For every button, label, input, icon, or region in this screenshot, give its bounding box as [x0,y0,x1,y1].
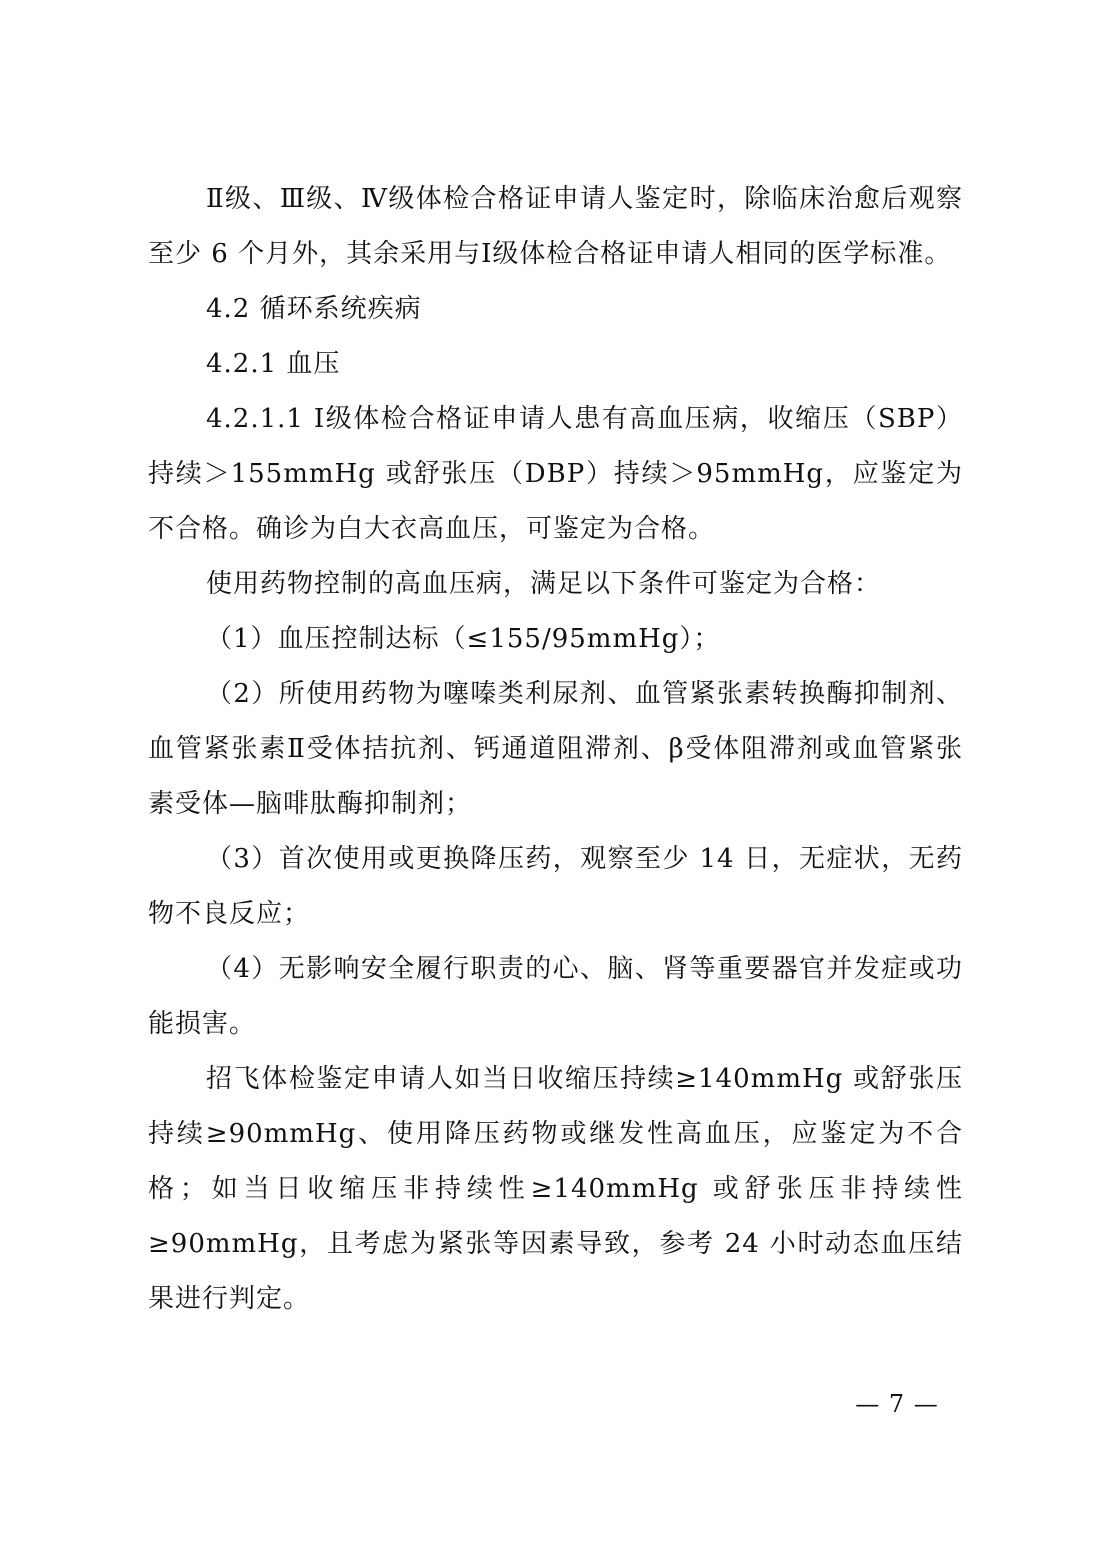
list-item-condition-4: （4）无影响安全履行职责的心、脑、肾等重要器官并发症或功能损害。 [148,954,963,1039]
list-item-condition-2: （2）所使用药物为噻嗪类利尿剂、血管紧张素转换酶抑制剂、血管紧张素Ⅱ受体拮抗剂、钙通道阻滞剂、β受体阻滞剂或血管紧张素受体—脑啡肽酶抑制剂； [148,679,963,819]
paragraph-class1-hypertension: 4.2.1.1 Ⅰ级体检合格证申请人患有高血压病，收缩压（SBP）持续＞155mmHg 或舒张压（DBP）持续＞95mmHg，应鉴定为不合格。确诊为白大衣高血压，可鉴定为合格。 [148,404,963,544]
list-item-condition-1: （1）血压控制达标（≤155/95mmHg）； [206,624,721,654]
subsection-heading-blood-pressure: 4.2.1 血压 [206,349,341,379]
document-body [148,172,963,1327]
section-heading-circulatory: 4.2 循环系统疾病 [206,294,422,324]
page-number: — 7 — [855,1390,939,1418]
paragraph-pilot-recruitment: 招飞体检鉴定申请人如当日收缩压持续≥140mmHg 或舒张压持续≥90mmHg、使用降压药物或继发性高血压，应鉴定为不合格；如当日收缩压非持续性≥140mmHg 或舒张压非持续性≥90mmHg，且考虑为紧张等因素导致，参考 24 小时动态血压结果进行判定。 [148,1064,963,1314]
list-item-condition-3: （3）首次使用或更换降压药，观察至少 14 日，无症状，无药物不良反应； [148,844,963,929]
paragraph-medical-standard: Ⅱ级、Ⅲ级、Ⅳ级体检合格证申请人鉴定时，除临床治愈后观察至少 6 个月外，其余采用与Ⅰ级体检合格证申请人相同的医学标准。 [148,184,963,269]
paragraph-medication-conditions: 使用药物控制的高血压病，满足以下条件可鉴定为合格： [206,569,882,599]
